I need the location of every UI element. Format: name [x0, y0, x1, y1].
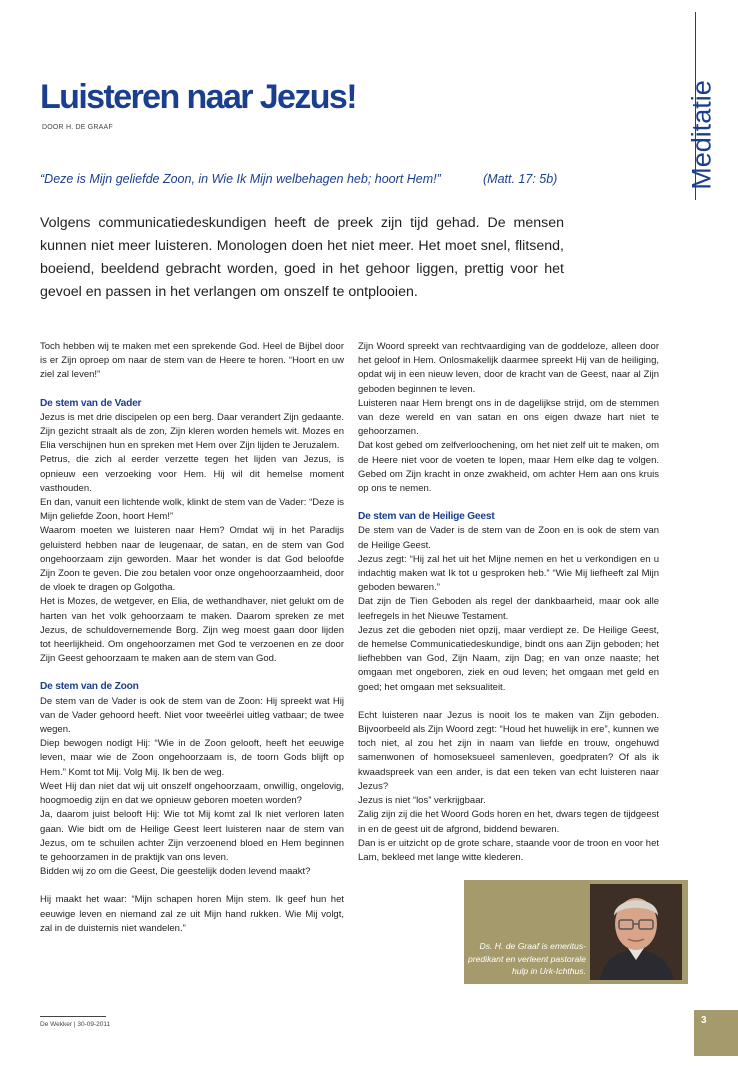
paragraph: Dat zijn de Tien Geboden als regel der dankbaarheid, maar ook alle leefregels in het Nieuwe Testament. [358, 596, 659, 622]
paragraph: Hij maakt het waar: “Mijn schapen horen Mijn stem. Ik geef hun het eeuwige leven en niemand zal ze uit Mijn hand rukken. Wie Mij volgt, zal in de duisternis niet wandelen.” [40, 894, 344, 934]
page-number: 3 [701, 1015, 707, 1026]
section-label [676, 70, 728, 200]
article-title: Luisteren naar Jezus! [40, 78, 356, 116]
paragraph: Zalig zijn zij die het Woord Gods horen en het, dwars tegen de tijdgeest in en de geest uit de afgrond, biddend bewaren. [358, 809, 659, 835]
subheading-geest: De stem van de Heilige Geest [358, 511, 495, 523]
footer-text: De Wekker | 30-09-2011 [40, 1021, 111, 1028]
paragraph: Weet Hij dan niet dat wij uit onszelf ongehoorzaam, onwillig, ongelovig, hoogmoedig zijn en dat we opnieuw geboren moeten worden? [40, 780, 344, 807]
intro-paragraph: Volgens communicatiedeskundigen heeft de preek zijn tijd gehad. De mensen kunnen niet meer luisteren. Monologen doen het niet meer. Het moet snel, flitsend, boeiend, beeldend gebracht worden, goed in het gehoor liggen, prettig voor het gevoel en passen in het verlangen om onszelf te ontplooien. [40, 215, 564, 300]
paragraph: Jezus is niet “los” verkrijgbaar. [358, 795, 486, 807]
quote-text: “Deze is Mijn geliefde Zoon, in Wie Ik Mijn welbehagen heb; hoort Hem!” [40, 172, 441, 186]
portrait-icon [590, 884, 682, 980]
paragraph: Jezus is met drie discipelen op een berg. Daar verandert Zijn gedaante. Zijn gezicht straalt als de zon, Zijn kleren worden hemels wit. Mozes en Elia verschijnen hun en spreken met Hem over Zijn lijden te Jeruzalem. [40, 411, 344, 452]
paragraph: De stem van de Vader is ook de stem van de Zoon: Hij spreekt wat Hij van de Vader gehoord heeft. Niet voor tweeërlei uitleg vatbaar; de twee wegen. [40, 695, 344, 736]
footer-rule [40, 1016, 106, 1017]
paragraph: Echt luisteren naar Jezus is nooit los te maken van Zijn geboden. Bijvoorbeeld als Zijn Woord zegt: “Houd het huwelijk in ere”, kunnen we toch niet, al zou het zijn in naam van liefde en trouw, ongehuwd samenwonen of homoseksueel samenleven, goedpraten? Of als ik kwaadspreek van een ander, is dat een teken van echt luisteren naar Jezus? [358, 709, 659, 792]
subheading-vader: De stem van de Vader [40, 397, 142, 409]
scripture-quote [40, 172, 600, 186]
subheading-zoon: De stem van de Zoon [40, 681, 139, 693]
paragraph: De stem van de Vader is de stem van de Zoon en is ook de stem van de Heilige Geest. [358, 525, 659, 551]
paragraph: Dan is er uitzicht op de grote schare, staande voor de troon en voor het Lam, bekleed met lange witte klederen. [358, 837, 659, 863]
paragraph: Ja, daarom juist belooft Hij: Wie tot Mij komt zal Ik niet verloren laten gaan. Wie bidt om de Heilige Geest leert luisteren naar de stem van Jezus, om te schuilen achter Zijn verzoenend bloed en Hem beginnen te gehoorzamen in de praktijk van ons leven. [40, 809, 344, 863]
paragraph: Bidden wij zo om die Geest, Die geestelijk doden levend maakt? [40, 866, 311, 878]
paragraph: Petrus, die zich al eerder verzette tegen het lijden van Jezus, is opnieuw een verzoeking voor Hem. Hij wil dit hemelse moment vasthouden. [40, 454, 344, 494]
right-column [358, 340, 659, 865]
paragraph: Zijn Woord spreekt van rechtvaardiging van de goddeloze, alleen door het geloof in Hem. Onlosmakelijk daarmee spreekt Hij van de heiliging, opdat wij in een nieuw leven, door de kracht van de Geest, naar al Zijn geboden beginnen te leven. [358, 341, 659, 395]
paragraph: Waarom moeten we luisteren naar Hem? Omdat wij in het Paradijs geluisterd hebben naar de leugenaar, de satan, en de stem van God ongehoorzaam zijn geworden. Maar het wonder is dat God beloofde Zijn Zoon te geven. Die zou betalen voor onze ongehoorzaamheid, door de vloek te dragen op Golgotha. [40, 525, 344, 594]
photo-caption: Ds. H. de Graaf is emerituspredikant en verleent pastorale hulp in Urk-Ichthus. [467, 941, 586, 976]
byline: DOOR H. DE GRAAF [42, 124, 113, 131]
paragraph: Het is Mozes, de wetgever, en Elia, de wethandhaver, niet gelukt om de harten van het volk gehoorzaam te maken. Daarom spreken ze met Jezus, de schuldovernemende Borg. Zijn weg moest gaan door lijden tot heerlijkheid. Om ongehoorzamen met God te verzoenen en ze door Zijn Geest gehoorzaam te maken aan de stem van God. [40, 596, 344, 665]
paragraph: Toch hebben wij te maken met een sprekende God. Heel de Bijbel door is er Zijn oproep om naar de stem van de Heere te horen. “Hoort en uw ziel zal leven!” [40, 341, 344, 381]
left-column [40, 340, 344, 936]
paragraph: Jezus zet die geboden niet opzij, maar verdiept ze. De Heilige Geest, de hemelse Communicatiedeskundige, bindt ons aan Zijn geboden; het liefhebben van God, Zijn Naam, zijn Dag; en van onze naaste; het omgaan met ongeboren, ziek en oud leven; het omgaan met geld en goed; het omgaan met seksualiteit. [358, 624, 659, 693]
section-label-text: Meditatie [686, 80, 717, 190]
page-number-box [694, 1010, 738, 1056]
paragraph: Diep bewogen nodigt Hij: “Wie in de Zoon gelooft, heeft het eeuwige leven, maar wie de Zoon ongehoorzaam is, de toorn Gods blijft op Hem.” Komt tot Mij. Volg Mij. Ik ben de weg. [40, 738, 344, 778]
portrait-photo [590, 884, 682, 980]
paragraph: En dan, vanuit een lichtende wolk, klinkt de stem van de Vader: “Deze is Mijn geliefde Zoon, hoort Hem!” [40, 497, 344, 523]
paragraph: Luisteren naar Hem brengt ons in de dagelijkse strijd, om de stemmen van deze wereld en van satan en ons eigen dwaze hart niet te gehoorzamen. [358, 397, 659, 438]
paragraph: Dat kost gebed om zelfverloochening, om het niet zelf uit te maken, om de Heere niet voor de voeten te lopen, maar Hem elke dag te volgen. Gebed om Zijn kracht in onze zwakheid, om achter Hem aan ons kruis op ons te nemen. [358, 440, 659, 495]
quote-reference: (Matt. 17: 5b) [483, 172, 558, 186]
paragraph: Jezus zegt: “Hij zal het uit het Mijne nemen en het u verkondigen en u indachtig maken wat Ik tot u gesproken heb.” “Wie Mij liefheeft zal Mijn geboden bewaren.” [358, 553, 659, 594]
